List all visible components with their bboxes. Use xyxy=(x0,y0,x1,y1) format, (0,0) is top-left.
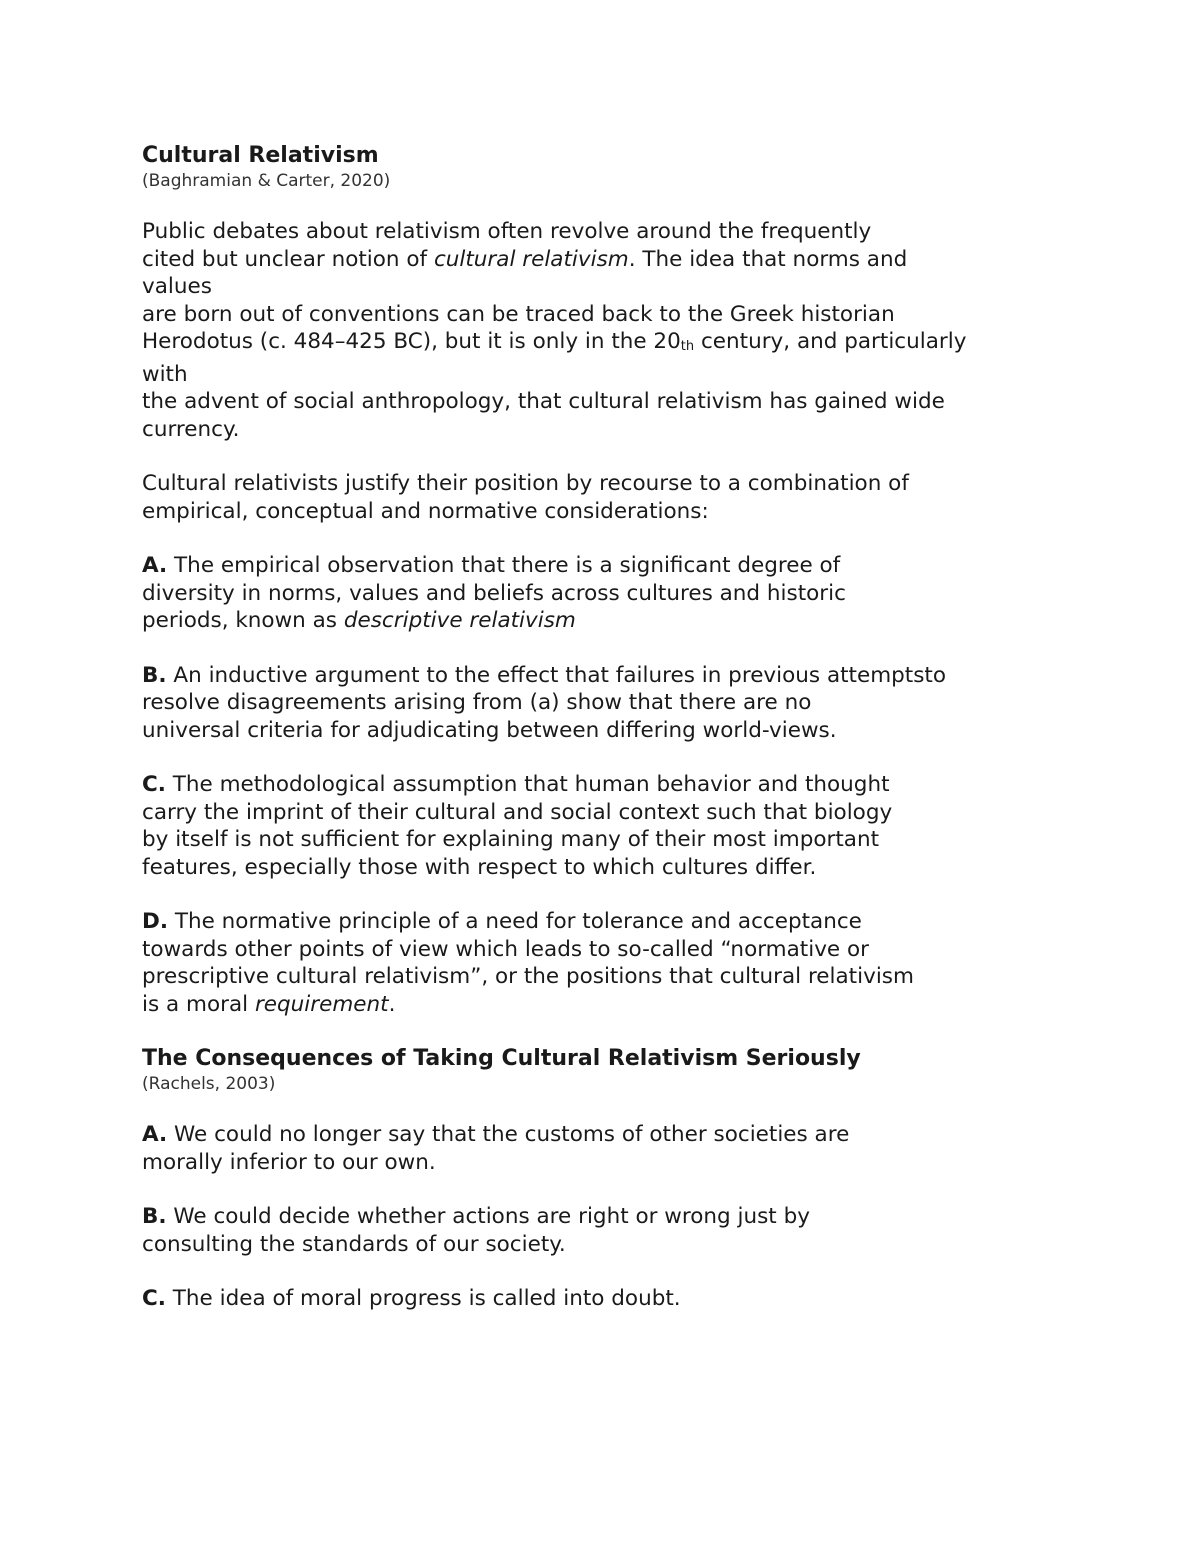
text-line xyxy=(142,328,1082,361)
text-line: Cultural relativists justify their position by recourse to a combination of xyxy=(142,471,909,496)
emphasis-text: requirement xyxy=(254,991,389,1017)
item-label: A. xyxy=(142,553,168,578)
text-run: . xyxy=(388,991,396,1017)
item-label: B. xyxy=(142,1204,167,1229)
text-line: prescriptive cultural relativism”, or the positions that cultural relativism xyxy=(142,964,914,989)
text-line xyxy=(142,771,1082,799)
list-item-b xyxy=(142,662,1082,745)
text-line: by itself is not sufficient for explaining many of their most important xyxy=(142,827,880,852)
text-run: We could decide whether actions are right or wrong just by xyxy=(166,1204,810,1229)
list-item-d xyxy=(142,908,1082,1018)
text-line xyxy=(142,1285,1082,1313)
text-line: the advent of social anthropology, that cultural relativism has gained wide xyxy=(142,389,945,414)
text-line: features, especially those with respect to which cultures differ. xyxy=(142,854,817,880)
text-line xyxy=(142,552,1082,580)
consequence-item-c xyxy=(142,1285,1082,1313)
list-item-c xyxy=(142,771,1082,881)
consequence-item-b xyxy=(142,1203,1082,1258)
item-label: C. xyxy=(142,1286,166,1311)
text-line xyxy=(142,1121,1082,1149)
text-line xyxy=(142,1203,1082,1231)
text-line xyxy=(142,908,1082,936)
item-label: A. xyxy=(142,1122,168,1147)
text-line: diversity in norms, values and beliefs across cultures and historic xyxy=(142,580,846,606)
lead-paragraph xyxy=(142,470,1082,525)
text-line: are born out of conventions can be traced back to the Greek historian xyxy=(142,301,895,327)
emphasis-text: cultural relativism xyxy=(433,246,629,272)
text-run: cited but unclear notion of xyxy=(142,246,434,272)
text-line xyxy=(142,991,1082,1019)
text-line: currency. xyxy=(142,416,240,442)
text-run: The idea of moral progress is called into doubt. xyxy=(165,1286,681,1311)
intro-paragraph xyxy=(142,218,1082,443)
text-line: universal criteria for adjudicating between differing world-views. xyxy=(142,717,837,743)
text-line: values xyxy=(142,274,212,299)
text-line: morally inferior to our own. xyxy=(142,1149,436,1175)
item-label: D. xyxy=(142,909,169,934)
consequence-item-a xyxy=(142,1121,1082,1176)
text-line xyxy=(142,246,1082,274)
citation: (Rachels, 2003) xyxy=(142,1074,276,1094)
text-run: . The idea that norms and xyxy=(628,246,908,272)
text-run: The empirical observation that there is a significant degree of xyxy=(167,553,841,578)
text-run: An inductive argument to the effect that failures in previous attemptsto xyxy=(166,662,947,688)
citation: (Baghramian & Carter, 2020) xyxy=(142,171,391,191)
text-line: with xyxy=(142,361,188,387)
text-run: Herodotus (c. 484–425 BC), but it is only in the 20 xyxy=(142,329,681,354)
ordinal-suffix: th xyxy=(680,339,695,354)
item-label: B. xyxy=(142,662,167,688)
text-line: consulting the standards of our society. xyxy=(142,1231,566,1257)
text-run: We could no longer say that the customs of other societies are xyxy=(167,1122,850,1147)
text-line: resolve disagreements arising from (a) show that there are no xyxy=(142,690,812,715)
text-run: The methodological assumption that human behavior and thought xyxy=(165,772,890,797)
text-line: empirical, conceptual and normative considerations: xyxy=(142,498,709,524)
section-title: Cultural Relativism xyxy=(142,143,379,168)
text-line: towards other points of view which leads to so-called “normative or xyxy=(142,936,869,962)
text-line xyxy=(142,607,1082,635)
list-item-a xyxy=(142,552,1082,635)
text-line: Public debates about relativism often revolve around the frequently xyxy=(142,219,872,244)
text-line: carry the imprint of their cultural and social context such that biology xyxy=(142,799,893,825)
item-label: C. xyxy=(142,772,166,797)
text-run: The normative principle of a need for tolerance and acceptance xyxy=(168,909,862,934)
section-title: The Consequences of Taking Cultural Relativism Seriously xyxy=(142,1046,861,1071)
text-run: century, and particularly xyxy=(694,329,967,354)
text-run: is a moral xyxy=(142,991,255,1017)
document-page xyxy=(142,142,1082,1340)
text-line xyxy=(142,662,1082,690)
emphasis-text: descriptive relativism xyxy=(343,608,576,633)
text-run: periods, known as xyxy=(142,608,344,633)
